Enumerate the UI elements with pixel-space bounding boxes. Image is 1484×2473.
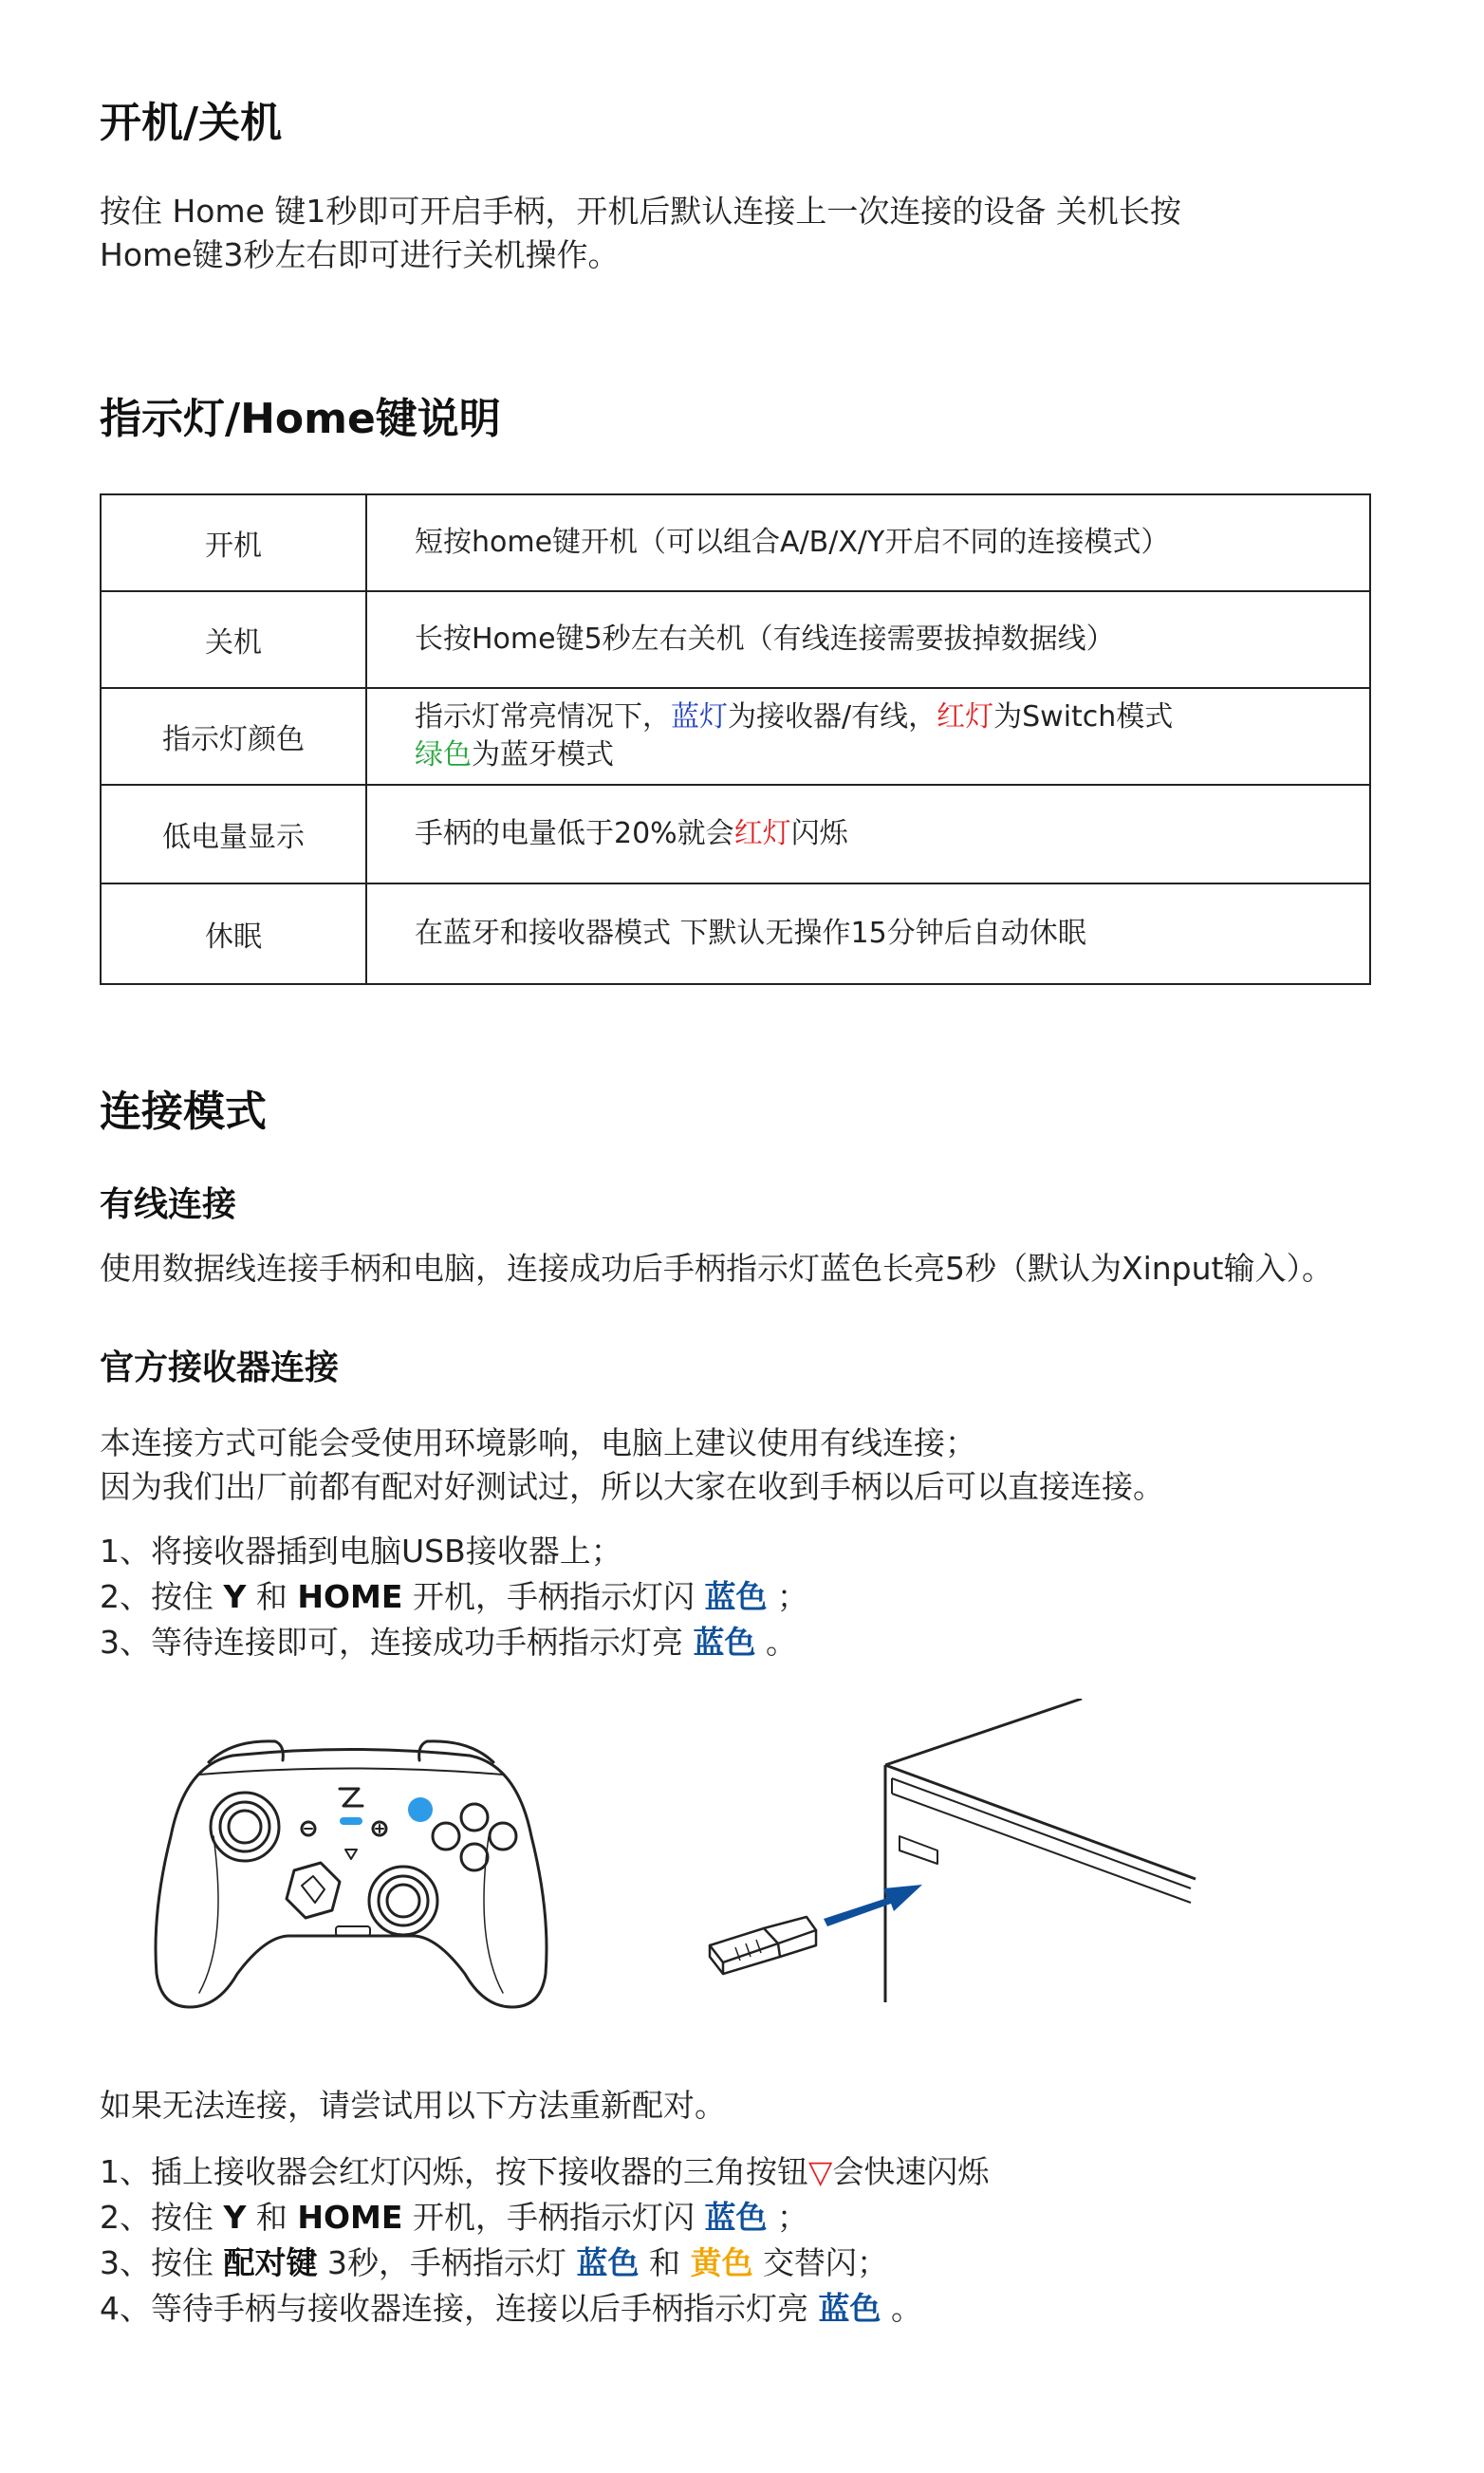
text: 为Switch模式 — [993, 700, 1174, 734]
blue-keyword: 蓝色 — [693, 1624, 756, 1661]
row-key: 低电量显示 — [101, 785, 366, 883]
text: 2、按住 — [100, 1578, 224, 1615]
row-key: 指示灯颜色 — [101, 688, 366, 785]
row-value-low-battery — [366, 785, 1370, 883]
pair-key-label: 配对键 — [223, 2244, 318, 2281]
text: 开机，手柄指示灯闪 — [402, 2199, 705, 2236]
connect-title: 连接模式 — [100, 1088, 267, 1136]
text: ； — [767, 2199, 808, 2236]
pc-receiver-illustration — [683, 1699, 1215, 2021]
text: 交替闪； — [752, 2244, 888, 2281]
usb-port — [900, 1836, 937, 1864]
text: 手柄的电量低于20%就会 — [415, 817, 734, 850]
home-button-icon — [408, 1797, 433, 1822]
usb-receiver — [710, 1928, 778, 1962]
text: 4、等待手柄与接收器连接，连接以后手柄指示灯亮 — [100, 2290, 819, 2327]
text: 和 — [246, 2199, 298, 2236]
receiver-step-1: 1、将接收器插到电脑USB接收器上； — [100, 1533, 622, 1570]
text: 闪烁 — [790, 817, 848, 850]
receiver-intro-1: 本连接方式可能会受使用环境影响，电脑上建议使用有线连接； — [100, 1424, 976, 1461]
dpad — [287, 1863, 340, 1918]
fail-intro: 如果无法连接，请尝试用以下方法重新配对。 — [100, 2087, 726, 2124]
y-key-label: Y — [223, 1578, 247, 1615]
text: 3、按住 — [100, 2244, 224, 2281]
text: 为蓝牙模式 — [472, 738, 614, 772]
text: 会快速闪烁 — [832, 2153, 990, 2190]
receiver-intro-2: 因为我们出厂前都有配对好测试过，所以大家在收到手柄以后可以直接连接。 — [100, 1468, 1164, 1505]
blue-keyword: 蓝色 — [818, 2290, 881, 2327]
table-row — [101, 591, 1370, 688]
wired-text: 使用数据线连接手柄和电脑，连接成功后手柄指示灯蓝色长亮5秒（默认为Xinput输入）。 — [100, 1250, 1333, 1287]
table-row — [101, 883, 1370, 984]
row-key: 休眠 — [101, 883, 366, 984]
table-row — [101, 494, 1370, 591]
row-value: 长按Home键5秒左右关机（有线连接需要拔掉数据线） — [366, 591, 1370, 688]
button-a — [461, 1844, 488, 1870]
text: ； — [767, 1578, 808, 1615]
indicator-title: 指示灯/Home键说明 — [100, 395, 501, 443]
yellow-keyword: 黄色 — [690, 2244, 753, 2281]
power-line-2: Home键3秒左右即可进行关机操作。 — [100, 236, 620, 273]
red-led-label: 红灯 — [937, 700, 994, 734]
fail-step-1 — [100, 2150, 989, 2194]
red-led-label: 红灯 — [733, 817, 791, 850]
text: 1、插上接收器会红灯闪烁，按下接收器的三角按钮 — [100, 2153, 808, 2190]
fail-step-4 — [100, 2287, 922, 2331]
text: 2、按住 — [100, 2199, 224, 2236]
text: 。 — [881, 2290, 922, 2327]
table-row — [101, 688, 1370, 785]
receiver-step-2 — [100, 1575, 808, 1619]
text: 和 — [246, 1578, 298, 1615]
blue-keyword: 蓝色 — [576, 2244, 640, 2281]
text: 为接收器/有线， — [728, 700, 937, 734]
green-led-label: 绿色 — [415, 738, 472, 772]
receiver-title: 官方接收器连接 — [100, 1348, 340, 1387]
y-key-label: Y — [223, 2199, 247, 2236]
home-key-label: HOME — [297, 1578, 403, 1615]
text: 和 — [639, 2244, 691, 2281]
indicator-table — [100, 493, 1371, 985]
row-value-led-colors — [366, 688, 1370, 785]
blue-keyword: 蓝色 — [704, 2199, 768, 2236]
blue-keyword: 蓝色 — [704, 1578, 768, 1615]
insert-arrow-icon — [824, 1885, 922, 1926]
text: 指示灯常亮情况下， — [415, 700, 671, 734]
wired-title: 有线连接 — [100, 1185, 237, 1224]
fail-step-2 — [100, 2196, 808, 2240]
receiver-step-3 — [100, 1621, 797, 1664]
text: 开机，手柄指示灯闪 — [402, 1578, 705, 1615]
brand-logo — [340, 1789, 362, 1806]
button-b — [490, 1823, 516, 1850]
row-value: 在蓝牙和接收器模式 下默认无操作15分钟后自动休眠 — [366, 883, 1370, 984]
row-key: 关机 — [101, 591, 366, 688]
home-key-label: HOME — [297, 2199, 403, 2236]
table-row — [101, 785, 1370, 883]
row-key: 开机 — [101, 494, 366, 591]
button-y — [461, 1804, 488, 1831]
fail-step-3 — [100, 2241, 888, 2285]
text: 。 — [755, 1624, 797, 1661]
blue-led-label: 蓝灯 — [671, 700, 728, 734]
power-line-1: 按住 Home 键1秒即可开启手柄，开机后默认连接上一次连接的设备 关机长按 — [100, 193, 1181, 230]
row-value: 短按home键开机（可以组合A/B/X/Y开启不同的连接模式） — [366, 494, 1370, 591]
triangle-button-icon: ▽ — [808, 2153, 833, 2190]
controller-illustration — [142, 1722, 560, 2026]
button-x — [433, 1823, 459, 1850]
power-title: 开机/关机 — [100, 99, 283, 147]
led-bar-icon — [340, 1817, 362, 1825]
text: 3、等待连接即可，连接成功手柄指示灯亮 — [100, 1624, 694, 1661]
text: 3秒，手柄指示灯 — [317, 2244, 577, 2281]
